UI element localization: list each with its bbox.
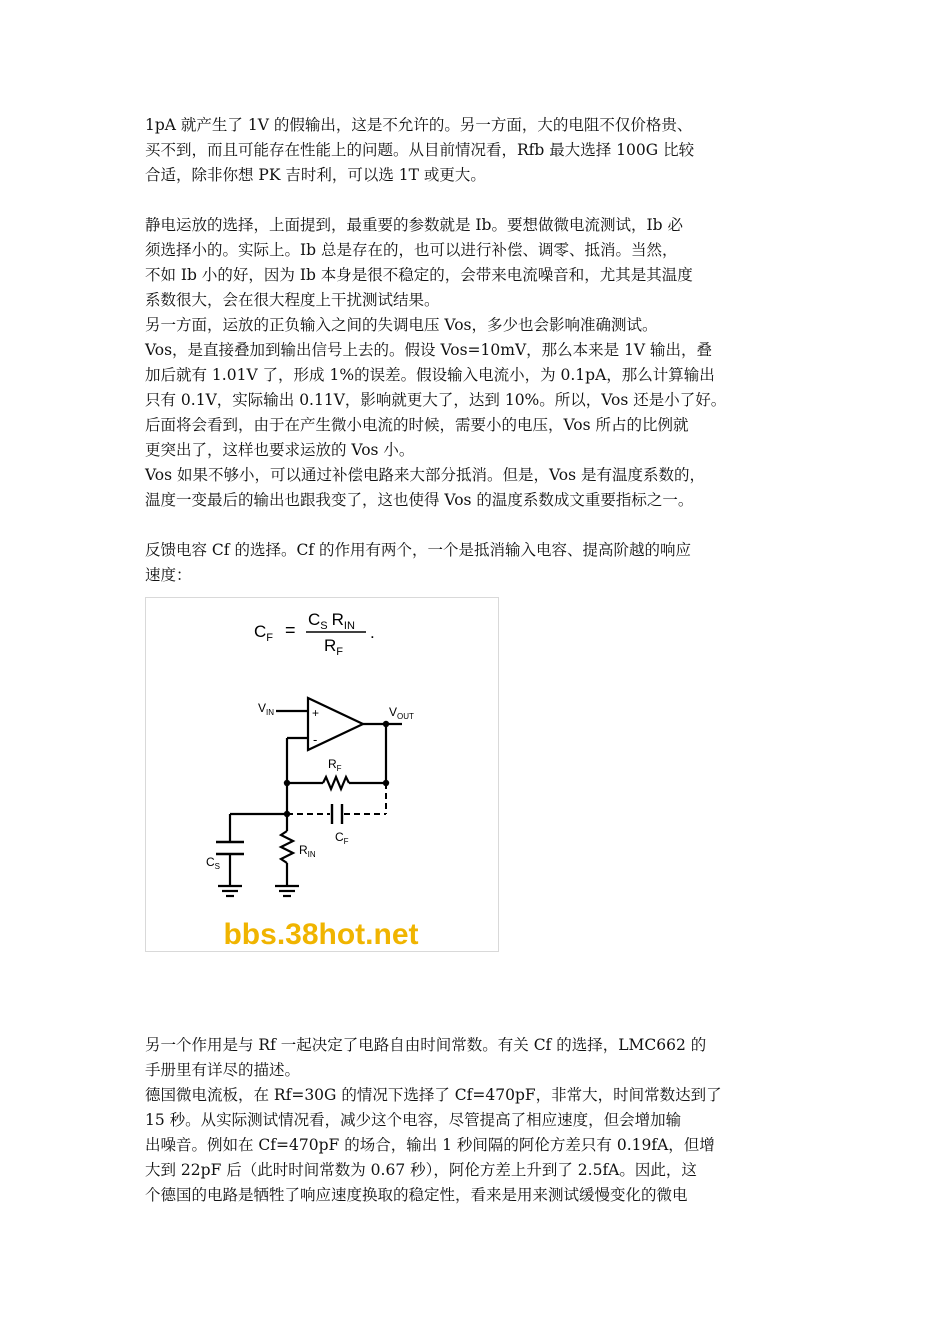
text-line: 出噪音。例如在 Cf=470pF 的场合，输出 1 秒间隔的阿伦方差只有 0.19fA，但增 — [145, 1136, 715, 1154]
text-line: 更突出了，这样也要求运放的 Vos 小。 — [145, 441, 415, 459]
paragraph-4 — [145, 1033, 815, 1208]
paragraph-gap — [145, 188, 815, 213]
rf-resistor — [323, 777, 349, 789]
document-body-top — [145, 113, 815, 588]
label-cs: $C_S$ — [206, 855, 221, 871]
text-line: 另一个作用是与 Rf 一起决定了电路自由时间常数。有关 Cf 的选择，LMC662 的 — [145, 1036, 707, 1054]
label-plus: + — [312, 706, 320, 720]
formula-denominator: $R_F$ — [324, 636, 344, 658]
document-body-bottom — [145, 1033, 815, 1208]
formula-numerator: $C_S$ $R_{IN}$ — [308, 610, 355, 632]
text-line: 加后就有 1.01V 了，形成 1%的误差。假设输入电流小，为 0.1pA，那么计算输出 — [145, 366, 715, 384]
formula — [254, 610, 375, 658]
component-labels — [206, 701, 414, 871]
label-minus: - — [313, 732, 318, 747]
ground-symbols — [218, 886, 299, 896]
cf-capacitor — [332, 804, 342, 824]
text-line: 另一方面，运放的正负输入之间的失调电压 Vos，多少也会影响准确测试。 — [145, 316, 658, 334]
text-line: 反馈电容 Cf 的选择。Cf 的作用有两个，一个是抵消输入电容、提高阶越的响应 — [145, 541, 691, 559]
label-cf: $C_F$ — [335, 830, 349, 846]
text-line: 只有 0.1V，实际输出 0.11V，影响就更大了，达到 10%。所以，Vos 还是小了好。 — [145, 391, 727, 409]
text-line: 手册里有详尽的描述。 — [145, 1061, 301, 1079]
text-line: 大到 22pF 后（此时时间常数为 0.67 秒），阿伦方差上升到了 2.5fA。因此，这 — [145, 1161, 697, 1179]
text-line: Vos，是直接叠加到输出信号上去的。假设 Vos=10mV，那么本来是 1V 输出，叠 — [145, 341, 713, 359]
text-line: 后面将会看到，由于在产生微小电流的时候，需要小的电压，Vos 所占的比例就 — [145, 416, 689, 434]
text-line: 合适，除非你想 PK 吉时利，可以选 1T 或更大。 — [145, 166, 486, 184]
circuit-wires — [230, 698, 402, 886]
text-line: 15 秒。从实际测试情况看，减少这个电容，尽管提高了相应速度，但会增加输 — [145, 1111, 682, 1129]
text-line: 德国微电流板，在 Rf=30G 的情况下选择了 Cf=470pF，非常大，时间常数达到了 — [145, 1086, 722, 1104]
circuit-figure — [145, 597, 499, 952]
paragraph-gap — [145, 513, 815, 538]
watermark-text: bbs.38hot.net — [223, 918, 419, 951]
text-line: 须选择小的。实际上。Ib 总是存在的，也可以进行补偿、调零、抵消。当然， — [145, 241, 678, 259]
circuit-diagram — [146, 598, 498, 951]
paragraph-3 — [145, 538, 815, 588]
formula-period: . — [370, 623, 375, 642]
text-line: 1pA 就产生了 1V 的假输出，这是不允许的。另一方面，大的电阻不仅价格贵、 — [145, 116, 693, 134]
cf-branch — [287, 783, 386, 814]
text-line: 温度一变最后的输出也跟我变了，这也使得 Vos 的温度系数成文重要指标之一。 — [145, 491, 694, 509]
text-line: 不如 Ib 小的好，因为 Ib 本身是很不稳定的，会带来电流噪音和，尤其是其温度 — [145, 266, 693, 284]
label-vout: $V_{OUT}$ — [389, 705, 414, 721]
text-line: 系数很大，会在很大程度上干扰测试结果。 — [145, 291, 440, 309]
paragraph-2 — [145, 213, 815, 513]
cs-capacitor — [216, 842, 244, 854]
label-vin: $V_{IN}$ — [258, 701, 275, 717]
text-line: 买不到，而且可能存在性能上的问题。从目前情况看，Rfb 最大选择 100G 比较 — [145, 141, 695, 159]
text-line: Vos 如果不够小，可以通过补偿电路来大部分抵消。但是，Vos 是有温度系数的， — [145, 466, 705, 484]
label-rf: $R_F$ — [328, 757, 342, 773]
label-rin: $R_{IN}$ — [299, 843, 316, 859]
formula-equals: = — [285, 620, 296, 640]
formula-lhs: $C_F$ — [254, 622, 274, 644]
rin-resistor — [281, 831, 293, 863]
text-line: 速度： — [145, 566, 192, 584]
text-line: 静电运放的选择，上面提到，最重要的参数就是 Ib。要想做微电流测试，Ib 必 — [145, 216, 683, 234]
text-line: 个德国的电路是牺牲了响应速度换取的稳定性，看来是用来测试缓慢变化的微电 — [145, 1186, 688, 1204]
paragraph-1 — [145, 113, 815, 188]
